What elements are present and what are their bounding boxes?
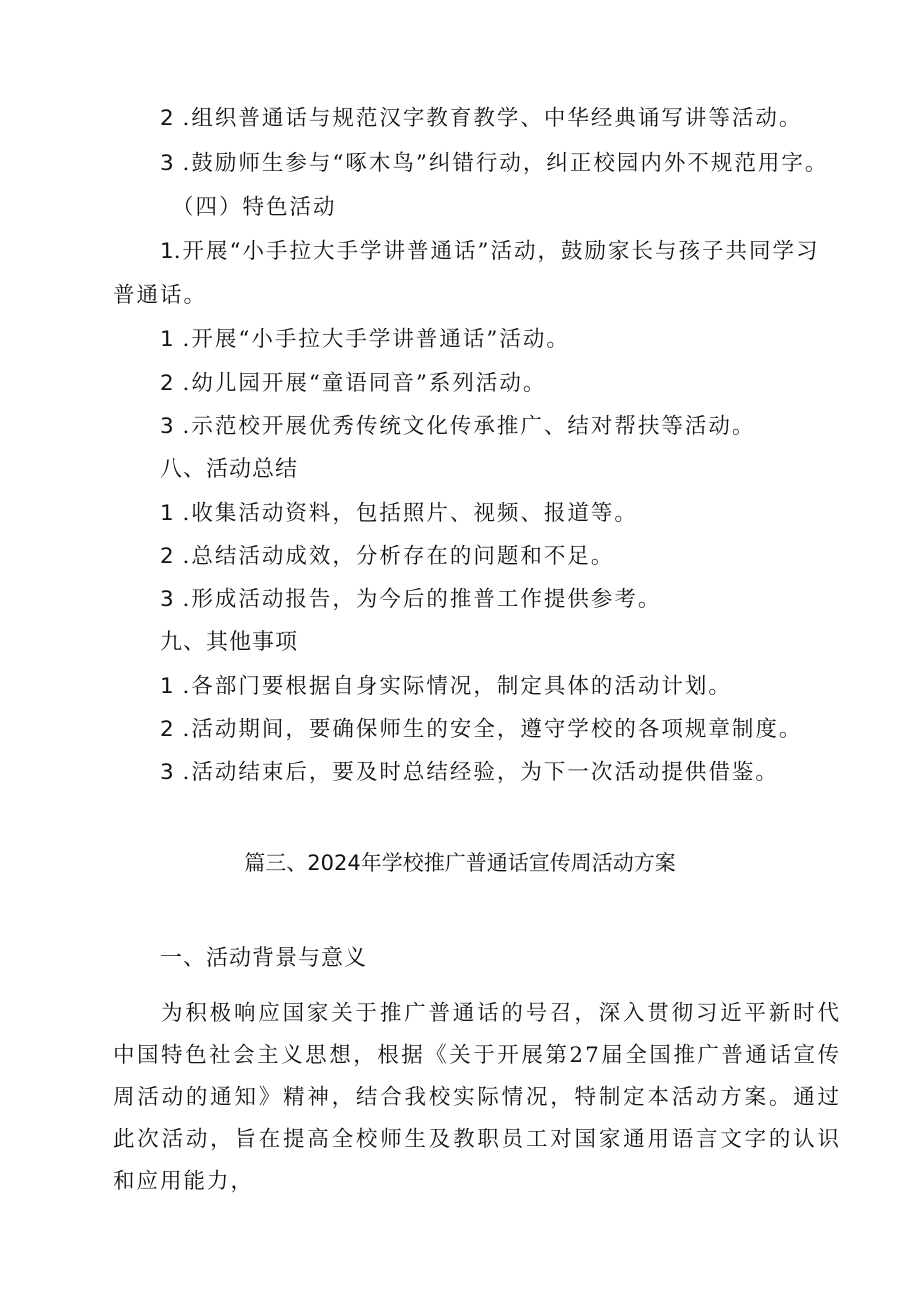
item-number: 2 [160, 371, 174, 396]
list-item-3-report [160, 589, 661, 611]
item-number: 2 [160, 106, 174, 131]
list-item-2-kindergarten [160, 373, 546, 395]
item-number: 3 [160, 151, 174, 176]
body-paragraph: 为积极响应国家关于推广普通话的号召，深入贯彻习近平新时代中国特色社会主义思想，根据《关于开展第27届全国推广普通话宣传周活动的通知》精神，结合我校实际情况，特制定本活动方案。通过此次活动，旨在提高全校师生及教职员工对国家通用语言文字的认识和应用能力， [113, 1001, 841, 1194]
item-number: 1 [160, 327, 174, 352]
item-text: .开展“小手拉大手学讲普通话”活动，鼓励家长与孩子共同学习 [173, 239, 820, 264]
section-heading-text: 九、其他事项 [160, 630, 299, 655]
section-heading-background [160, 948, 367, 970]
item-text: .开展“小手拉大手学讲普通话”活动。 [173, 327, 570, 352]
section-heading-other [160, 632, 298, 654]
item-text: .收集活动资料，包括照片、视频、报道等。 [173, 501, 638, 526]
item-text: .总结活动成效，分析存在的问题和不足。 [173, 544, 615, 569]
list-item-continuation [113, 285, 207, 307]
item-number: 3 [160, 587, 174, 612]
list-item-2-summarize [160, 546, 614, 568]
item-number: 2 [160, 717, 174, 742]
list-item-1-collect [160, 503, 638, 525]
item-text: .活动结束后，要及时总结经验，为下一次活动提供借鉴。 [173, 760, 779, 785]
subsection-heading-special-activities [172, 197, 337, 219]
item-number: 1 [160, 674, 174, 699]
list-item-3-review [160, 762, 779, 784]
subsection-heading-text: （四）特色活动 [172, 195, 337, 220]
item-text: .鼓励师生参与“啄木鸟”纠错行动，纠正校园内外不规范用字。 [173, 151, 829, 176]
item-text: .幼儿园开展“童语同音”系列活动。 [173, 371, 547, 396]
list-item-2-organize [160, 108, 802, 130]
section-heading-text: 一、活动背景与意义 [160, 946, 368, 971]
list-item-1-campaign [160, 329, 570, 351]
item-number: 3 [160, 760, 174, 785]
item-text: .活动期间，要确保师生的安全，遵守学校的各项规章制度。 [173, 717, 803, 742]
list-item-1-departments [160, 676, 732, 698]
section-heading-summary [160, 459, 298, 481]
item-number: 2 [160, 544, 174, 569]
item-text: .各部门要根据自身实际情况，制定具体的活动计划。 [173, 674, 732, 699]
item-number: 1 [160, 501, 174, 526]
item-number: 3 [160, 414, 174, 439]
list-item-1-parent-child [160, 241, 820, 263]
list-item-3-demo-school [160, 416, 755, 438]
list-item-2-safety [160, 719, 802, 741]
section-heading-text: 八、活动总结 [160, 457, 299, 482]
list-item-3-woodpecker [160, 153, 828, 175]
item-text: .形成活动报告，为今后的推普工作提供参考。 [173, 587, 662, 612]
item-text: .组织普通话与规范汉字教育教学、中华经典诵写讲等活动。 [173, 106, 803, 131]
item-text: 普通话。 [113, 283, 208, 308]
document-title: 篇三、2024年学校推广普通话宣传周活动方案 [244, 851, 676, 875]
item-text: .示范校开展优秀传统文化传承推广、结对帮扶等活动。 [173, 414, 756, 439]
item-number: 1 [160, 239, 174, 264]
